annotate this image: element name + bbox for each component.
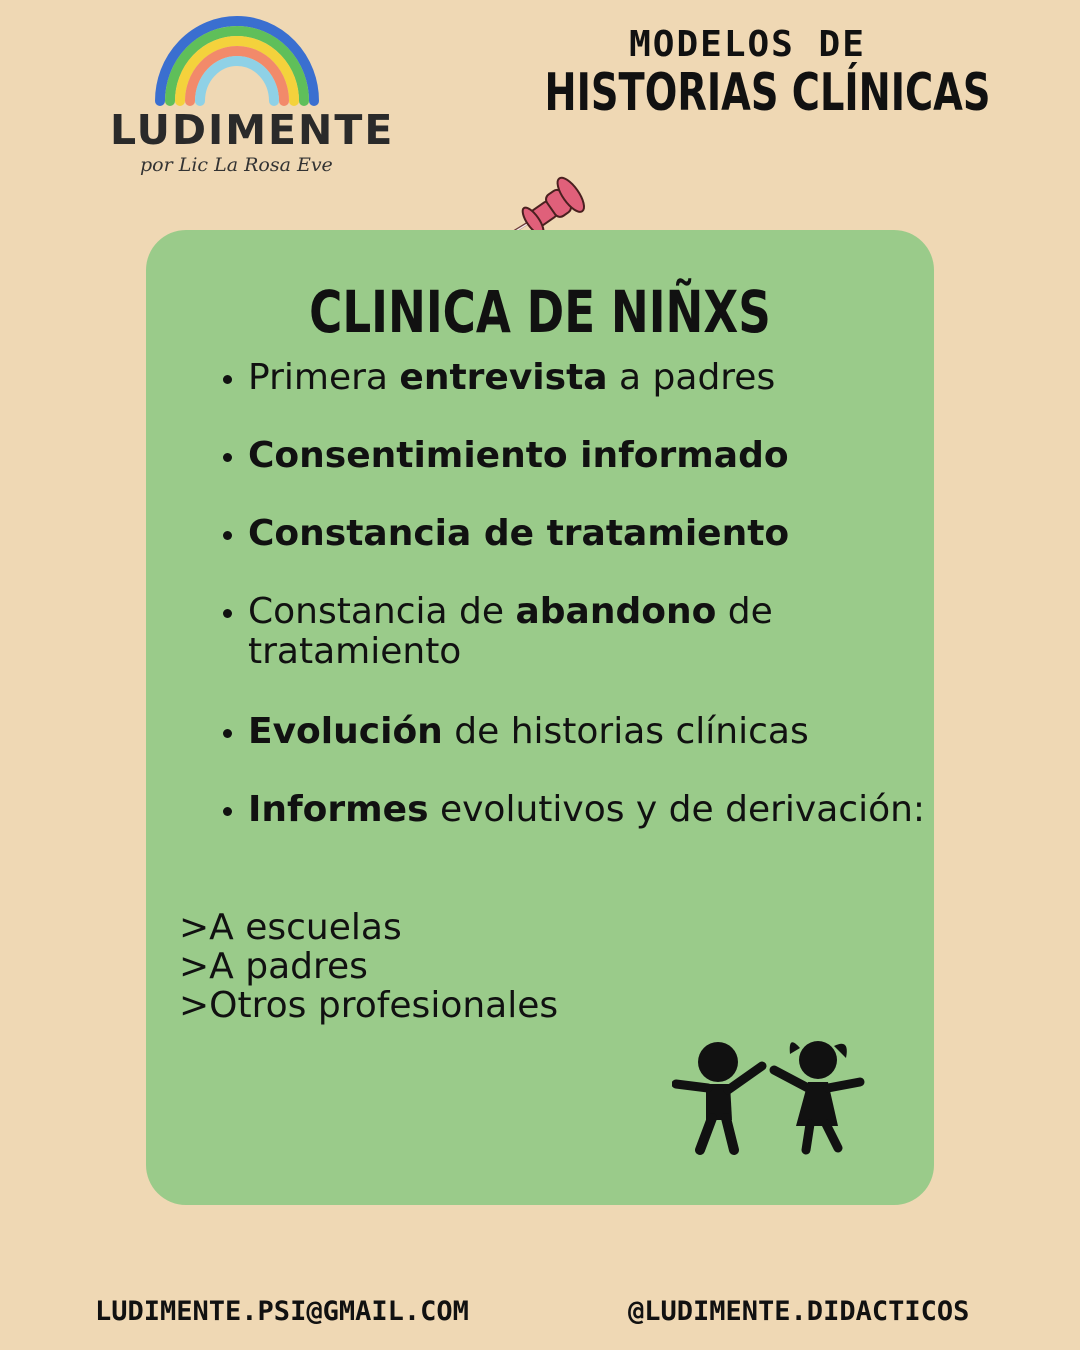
sub-item: >A escuelas: [179, 907, 402, 948]
content-card: [146, 230, 934, 1205]
item-list: [216, 358, 948, 868]
list-item: • Informes evolutivos y de derivación:: [248, 790, 948, 830]
sub-item: >Otros profesionales: [179, 985, 559, 1026]
page-heading: [500, 24, 995, 123]
brand-byline: por Lic La Rosa Eve: [140, 154, 333, 176]
list-item: • Consentimiento informado: [248, 436, 948, 476]
brand-name: LUDIMENTE: [110, 106, 395, 154]
sub-list: [179, 908, 558, 1025]
list-item: • Primera entrevista a padres: [248, 358, 948, 398]
logo: [100, 6, 395, 186]
list-item: • Constancia de abandono de tratamiento: [248, 592, 948, 672]
list-item: • Constancia de tratamiento: [248, 514, 948, 554]
rainbow-icon: [152, 6, 322, 106]
footer-email: LUDIMENTE.PSI@GMAIL.COM: [95, 1296, 469, 1327]
card-title: CLINICA DE NIÑXS: [309, 278, 771, 346]
list-item: • Evolución de historias clínicas: [248, 712, 948, 752]
heading-line-2: HISTORIAS CLÍNICAS: [544, 63, 991, 123]
sub-item: >A padres: [179, 946, 368, 987]
heading-line-1: MODELOS DE: [629, 24, 866, 65]
children-icon: [672, 1030, 872, 1160]
footer-handle: @LUDIMENTE.DIDACTICOS: [628, 1296, 970, 1327]
